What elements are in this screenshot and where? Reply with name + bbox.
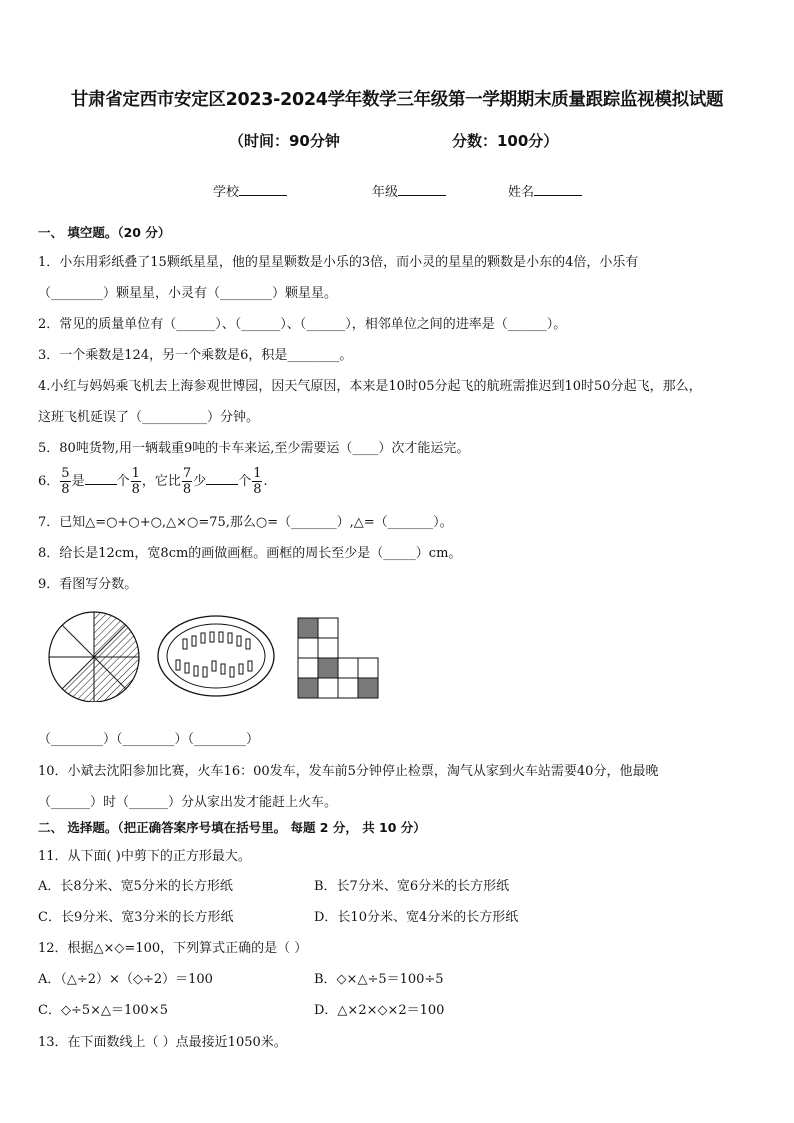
q6-fraction-2: $\frac{1}{8}$ [131,466,140,497]
school-blank[interactable] [239,183,287,196]
q4-line1: 4.小红与妈妈乘飞机去上海参观世博园，因天气原因，本来是10时05分起飞的航班需推迟到10时50分起飞，那么， [38,379,702,394]
ellipse-figure [158,616,274,696]
name-blank[interactable] [534,183,582,196]
q12-option-b[interactable]: B．◇×△÷5＝100÷5 [314,972,444,987]
q9-text: 9．看图写分数。 [38,577,138,592]
q3: 3．一个乘数是124，另一个乘数是6，积是________。 [38,348,353,363]
q2: 2．常见的质量单位有（______）、（______）、（______），相邻单位之间的进率是（______）。 [38,317,567,332]
section-2-heading: 二、 选择题。（把正确答案序号填在括号里。 每题 2 分， 共 10 分） [38,820,426,835]
exam-title: 甘肃省定西市安定区2023-2024学年数学三年级第一学期期末质量跟踪监视模拟试题 [70,90,724,110]
q11-option-a[interactable]: A．长8分米、宽5分米的长方形纸 [38,879,233,894]
q11-stem: 11．从下面( )中剪下的正方形最大。 [38,849,251,864]
q1-line1: 1．小东用彩纸叠了15颗纸星星，他的星星颗数是小乐的3倍，而小灵的星星的颗数是小东的4倍，小乐有 [38,255,639,270]
q5: 5．80吨货物,用一辆载重9吨的卡车来运,至少需要运（____）次才能运完。 [38,441,470,456]
q9-figures [36,606,396,702]
q6-fraction-4: $\frac{1}{8}$ [253,466,262,497]
q6-fraction-3: $\frac{7}{8}$ [182,466,192,497]
q12-option-d[interactable]: D．△×2×◇×2＝100 [314,1003,445,1018]
q7: 7．已知△=○+○+○,△×○=75,那么○=（_______）,△=（_______）。 [38,515,453,530]
q11-option-b[interactable]: B．长7分米、宽6分米的长方形纸 [314,879,510,894]
q6-fraction-1: $\frac{5}{8}$ [61,466,70,497]
q11-option-d[interactable]: D．长10分米、宽4分米的长方形纸 [314,910,519,925]
school-field[interactable] [213,181,287,200]
q6-blank-1[interactable] [85,472,117,485]
time-label: （时间：90分钟 [229,132,340,150]
q10-line2: （______）时（______）分从家出发才能赶上火车。 [38,795,338,810]
q6-text-is: 是 [71,474,85,489]
q4-line2: 这班飞机延误了（__________）分钟。 [38,410,260,425]
q8: 8．给长是12cm，宽8cm的画做画框。画框的周长至少是（_____）cm。 [38,546,462,561]
grade-blank[interactable] [398,183,446,196]
name-field[interactable] [508,181,582,200]
school-label: 学校 [213,185,240,200]
q13-stem: 13．在下面数线上（ ）点最接近1050米。 [38,1035,287,1050]
q11-option-c[interactable]: C．长9分米、宽3分米的长方形纸 [38,910,234,925]
name-label: 姓名 [508,185,535,200]
grade-label: 年级 [372,185,399,200]
grid-figure [298,618,378,698]
q12-option-c[interactable]: C．◇÷5×△＝100×5 [38,1003,168,1018]
q12-stem: 12．根据△×◇=100，下列算式正确的是（ ） [38,941,308,956]
circle-figure [49,612,139,702]
score-label: 分数：100分） [452,132,559,150]
q1-line2: （________）颗星星，小灵有（________）颗星星。 [38,286,338,301]
grade-field[interactable] [372,181,446,200]
q10-line1: 10．小斌去沈阳参加比赛，火车16：00发车，发车前5分钟停止检票，淘气从家到火车站需要40分，他最晚 [38,764,659,779]
q6-number: 6． [38,474,60,489]
q9-answers: （________）（________）（________） [38,732,260,747]
q6-blank-2[interactable] [206,472,238,485]
q12-option-a[interactable]: A．（△÷2）×（◇÷2）＝100 [38,972,213,987]
q6: 6． $\frac{5}{8}$ 是 个 $\frac{1}{8}$ ，它比 $\frac{7}{8}$ 少 个 $\frac{1}{8}$ . [38,466,268,497]
section-1-heading: 一、 填空题。（20 分） [38,225,171,240]
